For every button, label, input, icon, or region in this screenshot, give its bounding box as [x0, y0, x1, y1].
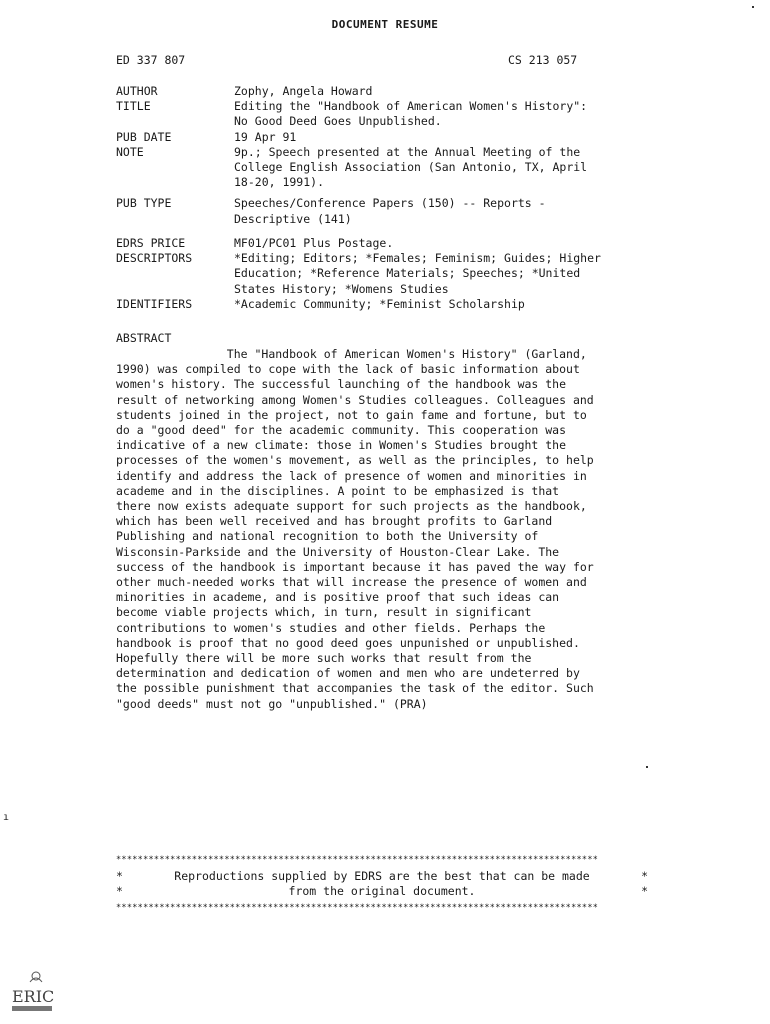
- field-pub-date: [116, 130, 656, 145]
- field-label: PUB DATE: [116, 129, 172, 144]
- field-value: *Editing; Editors; *Females; Feminism; Guides; Higher Education; *Reference Materials; Speeches; *United States History; *Womens Studies: [234, 251, 601, 296]
- scan-speck: [646, 766, 648, 768]
- star-mark: *: [641, 884, 648, 898]
- abstract-label: ABSTRACT: [116, 331, 172, 345]
- field-value: Zophy, Angela Howard: [234, 84, 373, 98]
- scan-speck: [752, 6, 754, 8]
- field-value: MF01/PC01 Plus Postage.: [234, 236, 394, 250]
- field-author: [116, 84, 656, 99]
- field-label: AUTHOR: [116, 84, 158, 98]
- field-label: TITLE: [116, 99, 151, 114]
- field-label: IDENTIFIERS: [116, 296, 193, 311]
- field-value: Editing the "Handbook of American Women's History": No Good Deed Goes Unpublished.: [234, 99, 588, 129]
- notice-text-1: Reproductions supplied by EDRS are the best that can be made: [174, 869, 590, 883]
- field-value: Speeches/Conference Papers (150) -- Reports - Descriptive (141): [234, 196, 546, 226]
- field-label: PUB TYPE: [116, 196, 172, 211]
- star-mark: *: [641, 869, 648, 883]
- field-value: 9p.; Speech presented at the Annual Meeting of the College English Association (San Antonio, TX, April 18-20, 1991).: [234, 144, 588, 190]
- field-title: [116, 99, 656, 129]
- star-mark: *: [116, 869, 123, 883]
- abstract-text: The "Handbook of American Women's History" (Garland, 1990) was compiled to cope with the lack of basic information about women's history. The successful launching of the handbook was the result of networking among Women's Studies colleagues. Colleagues and students joined in the project, not to gain fame and fortune, but to do a "good deed" for the academic community. This cooperation was indicative of a new climate: those in Women's Studies brought the processes of the women's movement, as well as the principles, to help identify and address the lack of presence of women and minorities in academe and in the disciplines. A point to be emphasized is that there now exists adequate support for such projects as the handbook, which has been well received and has brought profits to Garland Publishing and national recognition to both the University of Wisconsin-Parkside and the University of Houston-Clear Lake. The success of the handbook is important because it has paved the way for other much-needed works that will increase the presence of women and minorities in academe, and is positive proof that such ideas can become viable projects which, in turn, result in significant contributions to women's studies and other fields. Perhaps the handbook is proof that no good deed goes unpunished or unpublished. Hopefully there will be more such works that result from the determination and dedication of women and men who are undeterred by the possible punishment that accompanies the task of the editor. Such "good deeds" must not go "unpublished." (PRA): [116, 347, 594, 711]
- star-border-bottom: *****************************************************************************************: [116, 903, 599, 913]
- logo-text: ERIC: [12, 987, 55, 1006]
- field-pub-type: [116, 196, 656, 226]
- notice-text-2: from the original document.: [288, 884, 476, 898]
- metadata-block-1: [116, 84, 656, 227]
- reproduction-notice: [116, 869, 648, 899]
- notice-line-2: [116, 884, 648, 899]
- field-label: EDRS PRICE: [116, 236, 186, 250]
- star-border-top: *****************************************************************************************: [116, 855, 599, 865]
- field-edrs-price: [116, 236, 656, 251]
- metadata-block-2: [116, 236, 656, 312]
- star-mark: *: [116, 884, 123, 898]
- ed-number: ED 337 807: [116, 53, 186, 67]
- field-note: [116, 145, 656, 191]
- document-title: DOCUMENT RESUME: [331, 18, 439, 31]
- field-label: NOTE: [116, 144, 144, 159]
- cs-number: CS 213 057: [508, 53, 578, 67]
- field-identifiers: [116, 297, 656, 312]
- field-label: DESCRIPTORS: [116, 251, 193, 266]
- field-descriptors: [116, 251, 656, 297]
- field-value: *Academic Community; *Feminist Scholarship: [234, 296, 525, 311]
- margin-mark: ı: [3, 812, 10, 823]
- eric-logo: [8, 970, 56, 1014]
- field-value: 19 Apr 91: [234, 129, 297, 144]
- notice-line-1: [116, 869, 648, 884]
